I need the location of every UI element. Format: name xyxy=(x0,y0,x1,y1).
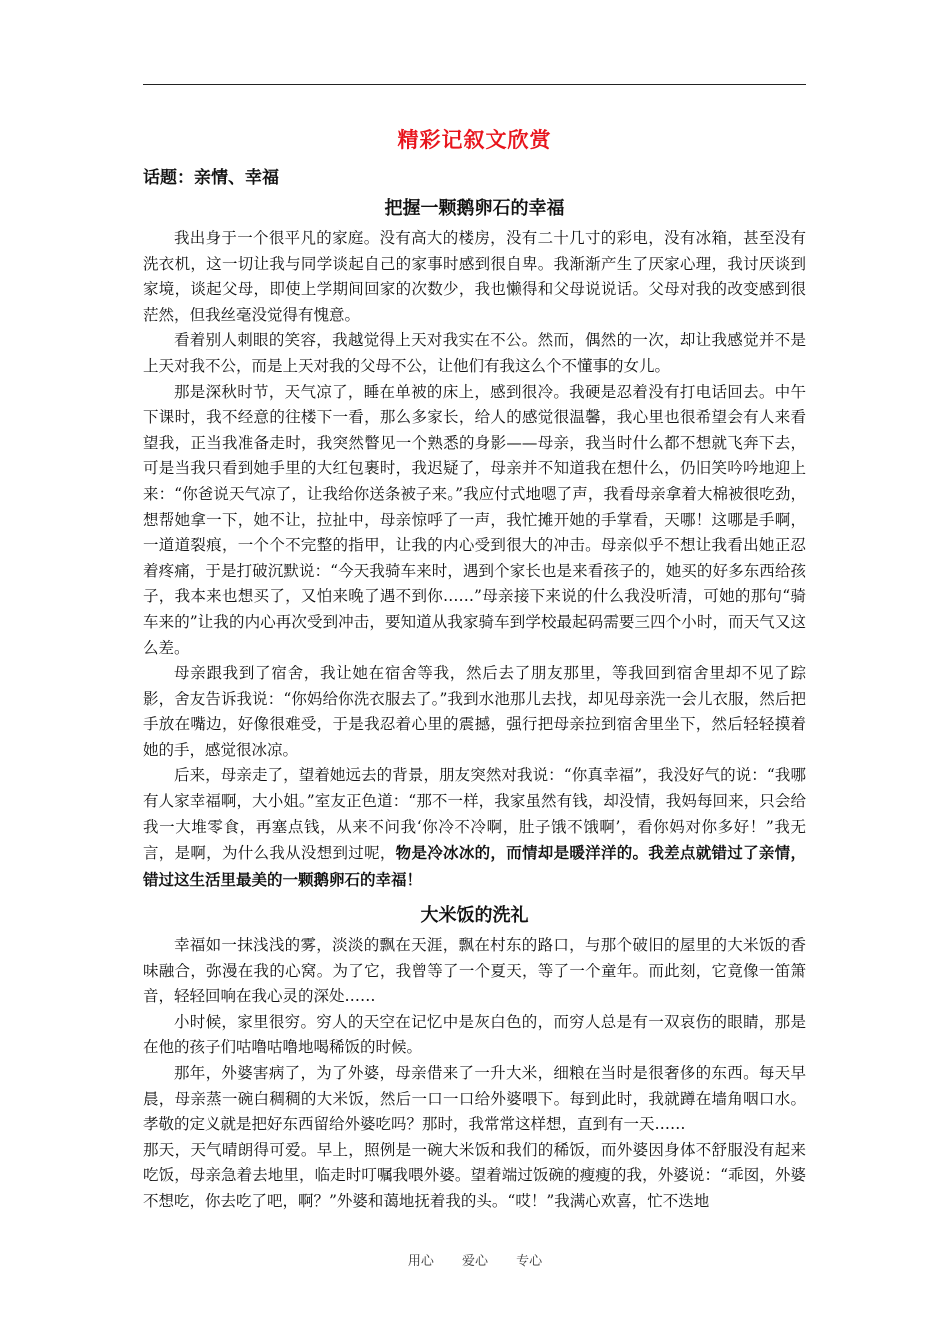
story-1-paragraph-last xyxy=(143,763,806,893)
story-2-paragraph: 幸福如一抹浅浅的雾，淡淡的飘在天涯，飘在村东的路口，与那个破旧的屋里的大米饭的香味融合，弥漫在我的心窝。为了它，我曾等了一个夏天，等了一个童年。而此刻，它竟像一笛箫音，轻轻回响在我心灵的深处…… xyxy=(143,936,806,1006)
story-1-paragraph: 看着别人刺眼的笑容，我越觉得上天对我实在不公。然而，偶然的一次，却让我感觉并不是上天对我不公，而是上天对我的父母不公，让他们有我这么个不懂事的女儿。 xyxy=(143,331,806,375)
story-1-paragraph: 母亲跟我到了宿舍，我让她在宿舍等我，然后去了朋友那里，等我回到宿舍里却不见了踪影，舍友告诉我说：“你妈给你洗衣服去了。”我到水池那儿去找，却见母亲洗一会儿衣服，然后把手放在嘴边，好像很难受，于是我忍着心里的震撼，强行把母亲拉到宿舍里坐下，然后轻轻摸着她的手，感觉很冰凉。 xyxy=(143,664,806,759)
document-title: 精彩记叙文欣赏 xyxy=(397,127,552,152)
story-2 xyxy=(143,901,806,1215)
page-footer xyxy=(0,1250,950,1269)
story-1 xyxy=(143,194,806,893)
topic-label: 话题：亲情、幸福 xyxy=(143,168,279,188)
story-1-last-plain: 后来，母亲走了，望着她远去的背景，朋友突然对我说：“你真幸福”，我没好气的说：“我哪有人家幸福啊，大小姐。”室友正色道：“那不一样，我家虽然有钱，却没情，我妈每回来，只会给我一大堆零食，再塞点钱，从来不问我‘你冷不冷啊，肚子饿不饿啊’，看你妈对你多好！”我无言，是啊，为什么我从没想到过呢， xyxy=(143,766,806,863)
story-1-paragraph: 我出身于一个很平凡的家庭。没有高大的楼房，没有二十几寸的彩电，没有冰箱，甚至没有洗衣机，这一切让我与同学谈起自己的家事时感到很自卑。我渐渐产生了厌家心理，我讨厌谈到家境，谈起父母，即使上学期间回家的次数少，我也懒得和父母说说话。父母对我的改变感到很茫然，但我丝毫没觉得有愧意。 xyxy=(143,229,806,324)
story-2-paragraph: 那天，天气晴朗得可爱。早上，照例是一碗大米饭和我们的稀饭，而外婆因身体不舒服没有起来吃饭，母亲急着去地里，临走时叮嘱我喂外婆。望着端过饭碗的瘦瘦的我，外婆说：“乖囡，外婆不想吃，你去吃了吧，啊？”外婆和蔼地抚着我的头。“哎！”我满心欢喜，忙不迭地 xyxy=(143,1140,806,1210)
footer-item: 专心 xyxy=(516,1254,543,1269)
story-1-paragraph: 那是深秋时节，天气凉了，睡在单被的床上，感到很冷。我硬是忍着没有打电话回去。中午下课时，我不经意的往楼下一看，那么多家长，给人的感觉很温馨，我心里也很希望会有人来看望我，正当我准备走时，我突然瞥见一个熟悉的身影——母亲，我当时什么都不想就飞奔下去，可是当我只看到她手里的大红包裹时，我迟疑了，母亲并不知道我在想什么，仍旧笑吟吟地迎上来：“你爸说天气凉了，让我给你送条被子来。”我应付式地嗯了声，我看母亲拿着大棉被很吃劲，想帮她拿一下，她不让，拉扯中，母亲惊呼了一声，我忙摊开她的手掌看，天哪！这哪是手啊，一道道裂痕，一个个不完整的指甲，让我的内心受到很大的冲击。母亲似乎不想让我看出她正忍着疼痛，于是打破沉默说：“今天我骑车来时，遇到个家长也是来看孩子的，她买的好多东西给孩子，我本来也想买了，又怕来晚了遇不到你……”母亲接下来说的什么我没听清，可她的那句“骑车来的”让我的内心再次受到冲击，要知道从我家骑车到学校最起码需要三四个小时，而天气又这么差。 xyxy=(143,382,806,657)
story-2-paragraph: 那年，外婆害病了，为了外婆，母亲借来了一升大米，细粮在当时是很奢侈的东西。每天早晨，母亲蒸一碗白稠稠的大米饭，然后一口一口给外婆喂下。每到此时，我就蹲在墙角咽口水。孝敬的定义就是把好东西留给外婆吃吗？那时，我常常这样想，直到有一天…… xyxy=(143,1063,806,1134)
footer-item: 用心 xyxy=(407,1254,434,1269)
story-1-title: 把握一颗鹅卵石的幸福 xyxy=(384,198,565,219)
header-rule xyxy=(143,84,806,85)
story-2-title: 大米饭的洗礼 xyxy=(420,905,529,926)
story-2-paragraph: 小时候，家里很穷。穷人的天空在记忆中是灰白色的，而穷人总是有一双哀伤的眼睛，那是在他的孩子们咕噜咕噜地喝稀饭的时候。 xyxy=(143,1012,806,1057)
footer-item: 爱心 xyxy=(461,1254,488,1269)
story-1-last-bold: 物是冷冰冰的，而情却是暖洋洋的。我差点就错过了亲情，错过这生活里最美的一颗鹅卵石的幸福！ xyxy=(143,843,806,889)
